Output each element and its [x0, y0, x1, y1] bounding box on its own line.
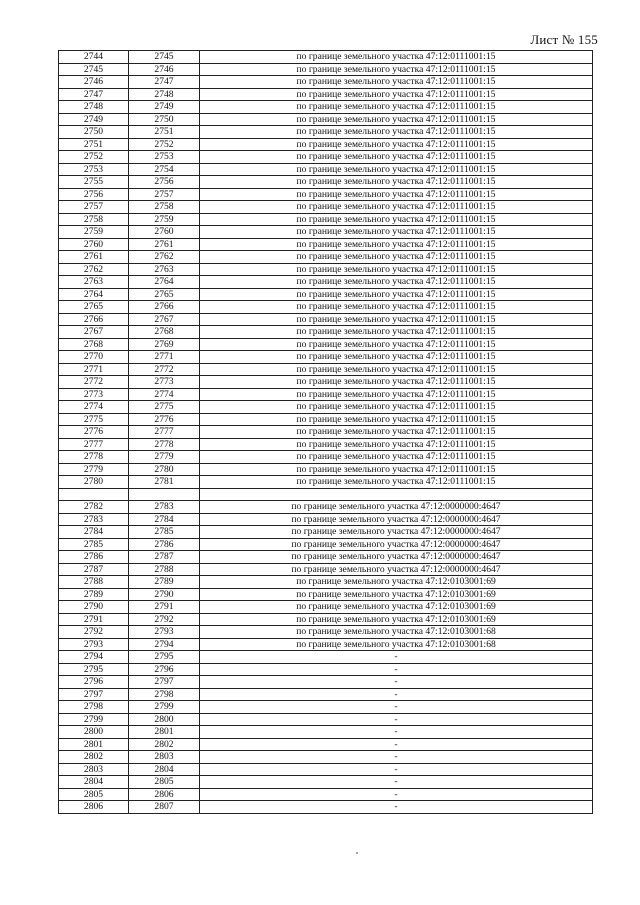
description-cell: по границе земельного участка 47:12:0103001:69: [200, 576, 593, 589]
description-cell: по границе земельного участка 47:12:0000000:4647: [200, 526, 593, 539]
from-point-cell: 2752: [59, 151, 129, 164]
from-point-cell: 2778: [59, 451, 129, 464]
description-cell: по границе земельного участка 47:12:0111001:15: [200, 413, 593, 426]
to-point-cell: 2798: [129, 688, 200, 701]
to-point-cell: 2793: [129, 626, 200, 639]
table-row: [59, 101, 593, 114]
table-row: [59, 201, 593, 214]
from-point-cell: 2746: [59, 76, 129, 89]
description-cell: по границе земельного участка 47:12:0111001:15: [200, 288, 593, 301]
table-row: [59, 476, 593, 489]
to-point-cell: 2785: [129, 526, 200, 539]
description-cell: по границе земельного участка 47:12:0111001:15: [200, 313, 593, 326]
to-point-cell: 2759: [129, 213, 200, 226]
from-point-cell: 2805: [59, 788, 129, 801]
from-point-cell: 2795: [59, 663, 129, 676]
description-cell: по границе земельного участка 47:12:0103001:69: [200, 613, 593, 626]
table-row: [59, 51, 593, 64]
table-row: [59, 76, 593, 89]
to-point-cell: 2746: [129, 63, 200, 76]
from-point-cell: 2766: [59, 313, 129, 326]
description-cell: по границе земельного участка 47:12:0111001:15: [200, 338, 593, 351]
description-cell: по границе земельного участка 47:12:0111001:15: [200, 201, 593, 214]
description-cell: по границе земельного участка 47:12:0111001:15: [200, 63, 593, 76]
to-point-cell: 2758: [129, 201, 200, 214]
description-cell: по границе земельного участка 47:12:0000000:4647: [200, 551, 593, 564]
to-point-cell: 2783: [129, 501, 200, 514]
description-cell: по границе земельного участка 47:12:0111001:15: [200, 151, 593, 164]
sheet-number-label: Лист № 155: [530, 32, 598, 47]
from-point-cell: 2747: [59, 88, 129, 101]
to-point-cell: 2765: [129, 288, 200, 301]
table-row: [59, 413, 593, 426]
table-row: [59, 388, 593, 401]
table-row: [59, 613, 593, 626]
to-point-cell: 2768: [129, 326, 200, 339]
table-row: [59, 188, 593, 201]
from-point-cell: 2770: [59, 351, 129, 364]
from-point-cell: 2774: [59, 401, 129, 414]
from-point-cell: 2803: [59, 763, 129, 776]
table-row: [59, 238, 593, 251]
from-point-cell: 2745: [59, 63, 129, 76]
description-cell: по границе земельного участка 47:12:0111001:15: [200, 101, 593, 114]
table-row: [59, 626, 593, 639]
from-point-cell: 2806: [59, 801, 129, 814]
table-row: [59, 538, 593, 551]
to-point-cell: 2790: [129, 588, 200, 601]
description-cell: по границе земельного участка 47:12:0111001:15: [200, 426, 593, 439]
to-point-cell: 2772: [129, 363, 200, 376]
description-cell: по границе земельного участка 47:12:0111001:15: [200, 188, 593, 201]
from-point-cell: 2800: [59, 726, 129, 739]
description-cell: по границе земельного участка 47:12:0111001:15: [200, 376, 593, 389]
to-point-cell: 2780: [129, 463, 200, 476]
from-point-cell: 2789: [59, 588, 129, 601]
description-cell: -: [200, 701, 593, 714]
to-point-cell: 2800: [129, 713, 200, 726]
description-cell: -: [200, 676, 593, 689]
from-point-cell: 2768: [59, 338, 129, 351]
to-point-cell: 2749: [129, 101, 200, 114]
to-point-cell: 2756: [129, 176, 200, 189]
description-cell: -: [200, 726, 593, 739]
table-row: [59, 526, 593, 539]
table-row: [59, 426, 593, 439]
to-point-cell: 2763: [129, 263, 200, 276]
from-point-cell: 2785: [59, 538, 129, 551]
from-point-cell: 2751: [59, 138, 129, 151]
description-cell: по границе земельного участка 47:12:0111001:15: [200, 213, 593, 226]
table-row: [59, 301, 593, 314]
table-row: [59, 401, 593, 414]
table-row: [59, 138, 593, 151]
to-point-cell: 2778: [129, 438, 200, 451]
to-point-cell: 2781: [129, 476, 200, 489]
description-cell: -: [200, 738, 593, 751]
table-row: [59, 576, 593, 589]
from-point-cell: 2748: [59, 101, 129, 114]
to-point-cell: 2745: [129, 51, 200, 64]
description-cell: по границе земельного участка 47:12:0111001:15: [200, 51, 593, 64]
from-point-cell: 2796: [59, 676, 129, 689]
description-cell: по границе земельного участка 47:12:0000000:4647: [200, 563, 593, 576]
to-point-cell: 2752: [129, 138, 200, 151]
to-point-cell: 2779: [129, 451, 200, 464]
table-row: [59, 113, 593, 126]
table-row: [59, 213, 593, 226]
description-cell: по границе земельного участка 47:12:0103001:68: [200, 626, 593, 639]
from-point-cell: 2755: [59, 176, 129, 189]
table-row: [59, 376, 593, 389]
table-row: [59, 288, 593, 301]
to-point-cell: 2754: [129, 163, 200, 176]
from-point-cell: 2801: [59, 738, 129, 751]
description-cell: по границе земельного участка 47:12:0111001:15: [200, 226, 593, 239]
from-point-cell: 2804: [59, 776, 129, 789]
to-point-cell: 2764: [129, 276, 200, 289]
from-point-cell: 2767: [59, 326, 129, 339]
from-point-cell: 2787: [59, 563, 129, 576]
table-row: [59, 776, 593, 789]
description-cell: по границе земельного участка 47:12:0111001:15: [200, 276, 593, 289]
table-row: [59, 313, 593, 326]
to-point-cell: 2791: [129, 601, 200, 614]
description-cell: по границе земельного участка 47:12:0111001:15: [200, 451, 593, 464]
to-point-cell: 2769: [129, 338, 200, 351]
table-row: [59, 351, 593, 364]
from-point-cell: 2782: [59, 501, 129, 514]
table-row: [59, 563, 593, 576]
from-point-cell: 2790: [59, 601, 129, 614]
description-cell: -: [200, 788, 593, 801]
to-point-cell: 2786: [129, 538, 200, 551]
from-point-cell: 2788: [59, 576, 129, 589]
table-row: [59, 688, 593, 701]
to-point-cell: 2776: [129, 413, 200, 426]
from-point-cell: 2802: [59, 751, 129, 764]
from-point-cell: 2758: [59, 213, 129, 226]
table-row: [59, 326, 593, 339]
from-point-cell: 2760: [59, 238, 129, 251]
from-point-cell: 2798: [59, 701, 129, 714]
from-point-cell: 2776: [59, 426, 129, 439]
to-point-cell: 2766: [129, 301, 200, 314]
table-row: [59, 151, 593, 164]
description-cell: [200, 488, 593, 501]
to-point-cell: 2802: [129, 738, 200, 751]
from-point-cell: 2749: [59, 113, 129, 126]
description-cell: по границе земельного участка 47:12:0111001:15: [200, 263, 593, 276]
description-cell: -: [200, 651, 593, 664]
description-cell: по границе земельного участка 47:12:0111001:15: [200, 363, 593, 376]
to-point-cell: 2748: [129, 88, 200, 101]
to-point-cell: 2803: [129, 751, 200, 764]
description-cell: по границе земельного участка 47:12:0103001:68: [200, 638, 593, 651]
description-cell: по границе земельного участка 47:12:0111001:15: [200, 326, 593, 339]
from-point-cell: 2791: [59, 613, 129, 626]
boundary-table: [58, 50, 593, 814]
table-row: [59, 788, 593, 801]
table-row: [59, 726, 593, 739]
description-cell: по границе земельного участка 47:12:0103001:69: [200, 601, 593, 614]
table-row: [59, 338, 593, 351]
to-point-cell: 2773: [129, 376, 200, 389]
table-row: [59, 88, 593, 101]
to-point-cell: 2767: [129, 313, 200, 326]
description-cell: по границе земельного участка 47:12:0000000:4647: [200, 501, 593, 514]
to-point-cell: 2774: [129, 388, 200, 401]
to-point-cell: 2760: [129, 226, 200, 239]
description-cell: -: [200, 688, 593, 701]
description-cell: по границе земельного участка 47:12:0103001:69: [200, 588, 593, 601]
table-row: [59, 588, 593, 601]
from-point-cell: 2797: [59, 688, 129, 701]
table-row: [59, 363, 593, 376]
table-row: [59, 488, 593, 501]
table-row: [59, 163, 593, 176]
description-cell: по границе земельного участка 47:12:0111001:15: [200, 88, 593, 101]
from-point-cell: 2786: [59, 551, 129, 564]
from-point-cell: 2750: [59, 126, 129, 139]
from-point-cell: 2777: [59, 438, 129, 451]
to-point-cell: 2762: [129, 251, 200, 264]
from-point-cell: 2780: [59, 476, 129, 489]
description-cell: -: [200, 751, 593, 764]
to-point-cell: 2757: [129, 188, 200, 201]
from-point-cell: 2792: [59, 626, 129, 639]
from-point-cell: 2753: [59, 163, 129, 176]
table-row: [59, 751, 593, 764]
description-cell: по границе земельного участка 47:12:0111001:15: [200, 438, 593, 451]
table-row: [59, 713, 593, 726]
to-point-cell: [129, 488, 200, 501]
to-point-cell: 2750: [129, 113, 200, 126]
description-cell: -: [200, 763, 593, 776]
table-row: [59, 763, 593, 776]
description-cell: по границе земельного участка 47:12:0000000:4647: [200, 513, 593, 526]
from-point-cell: 2763: [59, 276, 129, 289]
to-point-cell: 2805: [129, 776, 200, 789]
boundary-table-body: [59, 51, 593, 814]
from-point-cell: 2762: [59, 263, 129, 276]
table-row: [59, 651, 593, 664]
to-point-cell: 2794: [129, 638, 200, 651]
to-point-cell: 2789: [129, 576, 200, 589]
table-row: [59, 676, 593, 689]
description-cell: по границе земельного участка 47:12:0111001:15: [200, 163, 593, 176]
to-point-cell: 2771: [129, 351, 200, 364]
from-point-cell: 2784: [59, 526, 129, 539]
description-cell: по границе земельного участка 47:12:0111001:15: [200, 138, 593, 151]
description-cell: по границе земельного участка 47:12:0111001:15: [200, 301, 593, 314]
description-cell: по границе земельного участка 47:12:0111001:15: [200, 113, 593, 126]
table-row: [59, 663, 593, 676]
scan-speck: [356, 852, 358, 854]
table-row: [59, 451, 593, 464]
table-row: [59, 701, 593, 714]
table-row: [59, 63, 593, 76]
from-point-cell: 2772: [59, 376, 129, 389]
description-cell: по границе земельного участка 47:12:0111001:15: [200, 388, 593, 401]
description-cell: по границе земельного участка 47:12:0111001:15: [200, 476, 593, 489]
from-point-cell: 2761: [59, 251, 129, 264]
description-cell: по границе земельного участка 47:12:0111001:15: [200, 251, 593, 264]
to-point-cell: 2788: [129, 563, 200, 576]
from-point-cell: 2779: [59, 463, 129, 476]
description-cell: -: [200, 663, 593, 676]
description-cell: по границе земельного участка 47:12:0111001:15: [200, 463, 593, 476]
to-point-cell: 2804: [129, 763, 200, 776]
from-point-cell: 2764: [59, 288, 129, 301]
description-cell: по границе земельного участка 47:12:0111001:15: [200, 238, 593, 251]
from-point-cell: 2773: [59, 388, 129, 401]
description-cell: по границе земельного участка 47:12:0111001:15: [200, 126, 593, 139]
table-row: [59, 251, 593, 264]
from-point-cell: 2744: [59, 51, 129, 64]
table-row: [59, 638, 593, 651]
description-cell: по границе земельного участка 47:12:0111001:15: [200, 176, 593, 189]
table-row: [59, 801, 593, 814]
to-point-cell: 2761: [129, 238, 200, 251]
description-cell: -: [200, 776, 593, 789]
description-cell: по границе земельного участка 47:12:0111001:15: [200, 351, 593, 364]
to-point-cell: 2807: [129, 801, 200, 814]
table-row: [59, 438, 593, 451]
from-point-cell: 2775: [59, 413, 129, 426]
from-point-cell: 2793: [59, 638, 129, 651]
to-point-cell: 2753: [129, 151, 200, 164]
to-point-cell: 2784: [129, 513, 200, 526]
to-point-cell: 2792: [129, 613, 200, 626]
from-point-cell: 2783: [59, 513, 129, 526]
from-point-cell: 2756: [59, 188, 129, 201]
table-row: [59, 276, 593, 289]
table-row: [59, 601, 593, 614]
to-point-cell: 2796: [129, 663, 200, 676]
from-point-cell: 2757: [59, 201, 129, 214]
to-point-cell: 2775: [129, 401, 200, 414]
to-point-cell: 2787: [129, 551, 200, 564]
from-point-cell: 2759: [59, 226, 129, 239]
from-point-cell: 2794: [59, 651, 129, 664]
description-cell: -: [200, 713, 593, 726]
description-cell: по границе земельного участка 47:12:0111001:15: [200, 76, 593, 89]
from-point-cell: [59, 488, 129, 501]
to-point-cell: 2777: [129, 426, 200, 439]
to-point-cell: 2795: [129, 651, 200, 664]
table-row: [59, 226, 593, 239]
from-point-cell: 2771: [59, 363, 129, 376]
table-row: [59, 176, 593, 189]
to-point-cell: 2806: [129, 788, 200, 801]
to-point-cell: 2751: [129, 126, 200, 139]
description-cell: по границе земельного участка 47:12:0111001:15: [200, 401, 593, 414]
table-row: [59, 263, 593, 276]
table-row: [59, 513, 593, 526]
table-row: [59, 738, 593, 751]
description-cell: -: [200, 801, 593, 814]
table-row: [59, 501, 593, 514]
to-point-cell: 2747: [129, 76, 200, 89]
table-row: [59, 551, 593, 564]
from-point-cell: 2799: [59, 713, 129, 726]
to-point-cell: 2797: [129, 676, 200, 689]
to-point-cell: 2801: [129, 726, 200, 739]
table-row: [59, 463, 593, 476]
from-point-cell: 2765: [59, 301, 129, 314]
description-cell: по границе земельного участка 47:12:0000000:4647: [200, 538, 593, 551]
table-row: [59, 126, 593, 139]
to-point-cell: 2799: [129, 701, 200, 714]
